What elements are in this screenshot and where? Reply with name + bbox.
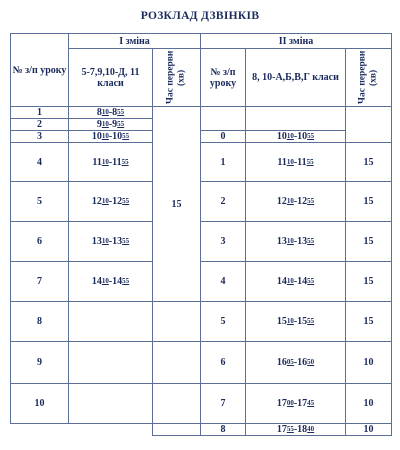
shift2-time-end-hour: 11 xyxy=(297,156,307,168)
shift1-lesson-number xyxy=(10,142,69,182)
shift2-time-end-hour: 18 xyxy=(297,424,308,435)
shift2-break xyxy=(345,181,392,222)
shift2-time-start-min: 10 xyxy=(286,132,294,140)
shift2-break-value: 15 xyxy=(363,156,374,168)
shift1-time-dash: - xyxy=(108,196,113,207)
shift2-blank-time xyxy=(245,106,346,131)
shift1-time-start-min: 10 xyxy=(101,277,109,285)
shift1-time-start-hour: 11 xyxy=(92,156,102,168)
shift2-lesson-time xyxy=(245,423,346,436)
shift2-lesson-number-text: 7 xyxy=(220,398,226,409)
shift2-break-value: 15 xyxy=(363,276,374,287)
shift1-time-start-hour: 12 xyxy=(91,196,102,207)
shift1-time-end-hour: 11 xyxy=(112,156,122,168)
shift1-lesson-number-text: 10 xyxy=(34,398,45,409)
shift2-time-start-min: 10 xyxy=(286,157,294,166)
shift1-break-empty xyxy=(152,341,201,384)
shift2-lesson-number xyxy=(200,261,246,302)
shift1-time-end-min: 55 xyxy=(117,120,125,128)
shift2-lesson-number-text: 4 xyxy=(220,276,226,287)
shift2-lesson-time xyxy=(245,181,346,222)
shift2-time-dash: - xyxy=(293,156,298,168)
shift1-time-end-hour: 14 xyxy=(112,276,123,287)
shift1-lesson-number xyxy=(10,383,69,424)
shift1-time-end-min: 55 xyxy=(122,132,130,140)
header-shift1 xyxy=(68,33,201,49)
shift2-time-end-min: 40 xyxy=(307,425,315,433)
shift1-lesson-time xyxy=(68,301,153,342)
shift1-time-start-hour: 9 xyxy=(96,119,102,130)
header-break2 xyxy=(345,48,392,107)
shift2-time-start-hour: 17 xyxy=(276,398,287,409)
header-shift2 xyxy=(200,33,392,49)
header-lesson-no xyxy=(10,33,69,107)
shift2-time-start-hour: 13 xyxy=(276,236,287,247)
shift1-time-dash: - xyxy=(108,276,113,287)
shift2-lesson-number-text: 3 xyxy=(220,236,226,247)
shift2-break-value: 10 xyxy=(363,424,374,435)
header-break2-text: Час перерви (хв) xyxy=(357,50,379,105)
shift1-lesson-number xyxy=(10,341,69,384)
shift2-time-start-min: 10 xyxy=(286,277,294,285)
shift1-lesson-time xyxy=(68,181,153,222)
shift2-time-start-hour: 17 xyxy=(276,424,287,435)
shift1-break-empty xyxy=(152,301,201,342)
shift2-time-end-hour: 15 xyxy=(297,316,308,327)
shift2-time-dash: - xyxy=(293,236,298,247)
shift1-lesson-number-text: 7 xyxy=(37,276,42,287)
shift2-break xyxy=(345,423,392,436)
header-lesson-no-text: № з/п уроку xyxy=(12,64,67,76)
shift2-lesson-time xyxy=(245,383,346,424)
shift1-lesson-time xyxy=(68,261,153,302)
shift2-lesson-number xyxy=(200,341,246,384)
shift2-time-end-hour: 14 xyxy=(297,276,308,287)
shift1-lesson-number-text: 1 xyxy=(37,107,42,118)
shift1-time-start-min: 10 xyxy=(101,157,109,166)
shift1-time-start-min: 10 xyxy=(101,120,109,128)
shift2-time-start-hour: 15 xyxy=(276,316,287,327)
shift1-time-end-min: 55 xyxy=(122,237,130,245)
header-break1-text: Час перерви (хв) xyxy=(165,50,187,105)
shift2-time-end-hour: 10 xyxy=(297,131,308,142)
shift2-time-start-hour: 12 xyxy=(276,196,287,207)
shift2-lesson-number xyxy=(200,423,246,436)
shift1-time-dash: - xyxy=(108,107,113,118)
shift2-time-dash: - xyxy=(293,398,298,409)
header-classes2-text: 8, 10-А,Б,В,Г класи xyxy=(252,72,339,83)
shift2-time-dash: - xyxy=(293,196,298,207)
header-lesson-no-2-text: № з/п уроку xyxy=(209,66,237,89)
shift1-time-dash: - xyxy=(108,156,113,168)
shift2-lesson-number-text: 5 xyxy=(220,316,226,327)
shift2-time-start-hour: 14 xyxy=(276,276,287,287)
page-title: РОЗКЛАД ДЗВІНКІВ xyxy=(140,10,260,22)
header-shift1-text: І зміна xyxy=(119,35,150,47)
shift1-time-end-hour: 13 xyxy=(112,236,123,247)
shift2-lesson-number-text: 2 xyxy=(220,196,226,207)
shift2-time-end-hour: 16 xyxy=(297,357,308,368)
shift2-time-end-min: 55 xyxy=(307,277,315,285)
shift2-time-end-hour: 13 xyxy=(297,236,308,247)
shift1-time-end-hour: 8 xyxy=(112,107,118,118)
shift2-break xyxy=(345,221,392,262)
header-shift2-text: ІІ зміна xyxy=(278,35,314,47)
shift2-time-start-min: 05 xyxy=(286,358,294,366)
shift1-lesson-number-text: 5 xyxy=(37,196,42,207)
shift1-time-end-min: 55 xyxy=(121,157,129,166)
shift2-break-value: 15 xyxy=(363,236,374,247)
shift1-time-dash: - xyxy=(108,119,113,130)
shift2-time-end-hour: 17 xyxy=(297,398,308,409)
shift2-time-end-min: 55 xyxy=(307,317,315,325)
shift1-break-value: 15 xyxy=(171,198,182,210)
shift1-lesson-time xyxy=(68,142,153,182)
shift2-blank-number xyxy=(200,106,246,131)
shift1-break xyxy=(152,106,201,302)
shift1-time-start-hour: 10 xyxy=(91,131,102,142)
shift1-time-dash: - xyxy=(108,131,113,142)
shift2-time-dash: - xyxy=(293,276,298,287)
shift2-lesson-number xyxy=(200,383,246,424)
shift1-time-end-min: 55 xyxy=(117,108,125,116)
shift1-lesson-number xyxy=(10,301,69,342)
shift1-time-start-min: 10 xyxy=(101,108,109,116)
shift1-lesson-number xyxy=(10,181,69,222)
shift2-lesson-number xyxy=(200,221,246,262)
header-lesson-no-2 xyxy=(200,48,246,107)
shift2-break xyxy=(345,261,392,302)
shift1-time-start-hour: 8 xyxy=(96,107,102,118)
header-classes1-text: 5-7,9,10-Д, 11 класи xyxy=(81,66,140,89)
shift1-time-dash: - xyxy=(108,236,113,247)
shift1-time-start-min: 10 xyxy=(101,132,109,140)
header-classes1 xyxy=(68,48,153,107)
shift1-time-end-min: 55 xyxy=(122,277,130,285)
shift2-time-end-min: 55 xyxy=(306,157,314,166)
shift2-break xyxy=(345,383,392,424)
shift2-break-value: 10 xyxy=(363,398,374,409)
shift2-lesson-number-text: 6 xyxy=(220,357,226,368)
shift2-time-end-min: 50 xyxy=(307,358,315,366)
shift1-lesson-number-text: 2 xyxy=(37,119,42,130)
shift1-time-end-hour: 9 xyxy=(112,119,118,130)
shift1-break-empty xyxy=(152,383,201,424)
shift1-time-start-hour: 14 xyxy=(91,276,102,287)
shift2-lesson-number-text: 0 xyxy=(220,131,226,142)
shift2-time-end-min: 45 xyxy=(307,399,315,407)
shift2-time-dash: - xyxy=(293,131,298,142)
shift1-lesson-time xyxy=(68,221,153,262)
header-classes2 xyxy=(245,48,346,107)
shift2-time-start-hour: 11 xyxy=(277,156,287,168)
shift1-lesson-number xyxy=(10,221,69,262)
shift1-lesson-time xyxy=(68,383,153,424)
header-break1 xyxy=(152,48,201,107)
shift1-lesson-number-text: 3 xyxy=(37,131,42,142)
shift2-lesson-time xyxy=(245,142,346,182)
shift1-time-end-hour: 12 xyxy=(112,196,123,207)
shift2-time-start-hour: 10 xyxy=(276,131,287,142)
shift2-break xyxy=(345,341,392,384)
schedule-table xyxy=(10,33,391,435)
shift2-time-dash: - xyxy=(293,424,298,435)
shift2-time-dash: - xyxy=(293,357,298,368)
shift2-lesson-number xyxy=(200,301,246,342)
shift2-lesson-time xyxy=(245,221,346,262)
shift2-time-end-min: 55 xyxy=(307,132,315,140)
shift1-time-start-hour: 13 xyxy=(91,236,102,247)
shift2-time-start-min: 10 xyxy=(286,317,294,325)
shift2-time-end-min: 55 xyxy=(307,197,315,205)
shift2-lesson-time xyxy=(245,341,346,384)
shift2-break-value: 15 xyxy=(363,196,374,207)
shift2-time-start-min: 55 xyxy=(286,425,294,433)
shift1-lesson-number-text: 8 xyxy=(37,316,42,327)
shift2-break-empty xyxy=(345,106,392,143)
shift1-break-empty xyxy=(152,423,201,436)
shift2-break xyxy=(345,142,392,182)
shift2-lesson-number xyxy=(200,181,246,222)
shift2-time-start-min: 00 xyxy=(286,399,294,407)
shift2-break-value: 15 xyxy=(363,316,374,327)
shift1-lesson-time xyxy=(68,341,153,384)
shift1-time-start-min: 10 xyxy=(101,237,109,245)
shift2-lesson-number-text: 8 xyxy=(220,424,226,435)
shift2-break-value: 10 xyxy=(363,357,374,368)
shift2-time-end-min: 55 xyxy=(307,237,315,245)
shift1-time-end-hour: 10 xyxy=(112,131,123,142)
shift1-lesson-number-text: 4 xyxy=(37,156,42,168)
shift2-break xyxy=(345,301,392,342)
shift1-time-end-min: 55 xyxy=(122,197,130,205)
shift2-lesson-number xyxy=(200,142,246,182)
shift1-time-start-min: 10 xyxy=(101,197,109,205)
shift1-lesson-number-text: 6 xyxy=(37,236,42,247)
shift2-lesson-time xyxy=(245,301,346,342)
shift2-time-start-hour: 16 xyxy=(276,357,287,368)
shift2-lesson-number-text: 1 xyxy=(220,156,226,168)
shift2-time-dash: - xyxy=(293,316,298,327)
shift1-lesson-number-text: 9 xyxy=(37,357,42,368)
shift2-lesson-time xyxy=(245,261,346,302)
shift2-time-start-min: 10 xyxy=(286,197,294,205)
shift2-time-end-hour: 12 xyxy=(297,196,308,207)
shift2-time-start-min: 10 xyxy=(286,237,294,245)
shift1-lesson-number xyxy=(10,261,69,302)
